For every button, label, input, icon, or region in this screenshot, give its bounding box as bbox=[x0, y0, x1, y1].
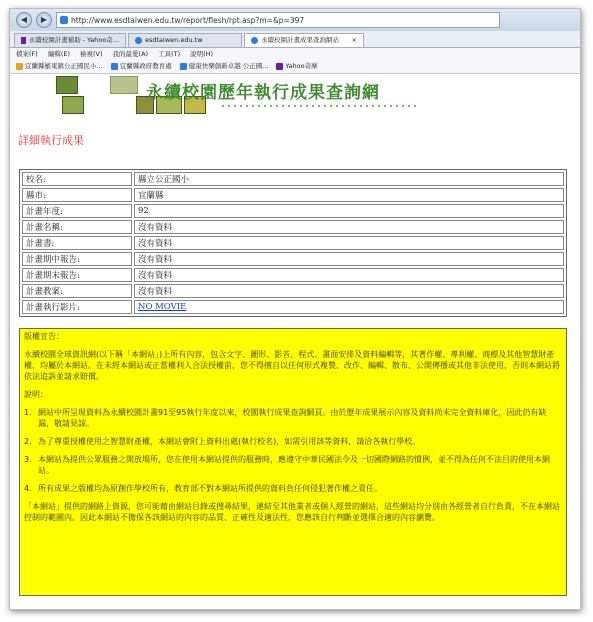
row-label: 計畫執行影片: bbox=[22, 300, 132, 314]
menu-bar bbox=[10, 48, 580, 60]
tab-label: 永續校園計畫補助 - Yahoo奇... bbox=[28, 36, 119, 44]
menu-view[interactable]: 檢視(V) bbox=[80, 50, 103, 58]
favorites-bar bbox=[10, 60, 580, 74]
notice-list bbox=[24, 407, 562, 494]
list-item bbox=[24, 454, 562, 476]
yahoo-icon bbox=[276, 63, 283, 70]
favorite-label: 宜蘭縣羅東鎮公正國民小... bbox=[25, 62, 103, 70]
notice-desc-label: 說明： bbox=[24, 390, 48, 399]
table-row bbox=[22, 284, 564, 298]
back-icon[interactable]: ◀ bbox=[16, 12, 32, 28]
menu-favorites[interactable]: 我的最愛(A) bbox=[112, 50, 149, 58]
menu-tools[interactable]: 工具(T) bbox=[158, 50, 181, 58]
favorite-item[interactable] bbox=[276, 60, 317, 73]
item-number: 4. bbox=[24, 484, 32, 493]
page-icon bbox=[111, 63, 118, 70]
notice-heading: 版權宣告： bbox=[24, 332, 64, 341]
tab-esdtaiwen[interactable] bbox=[128, 33, 242, 47]
notice-intro: 永續校園全球資訊網(以下稱「本網站」)上所有內容，包含文字、圖形、影音、程式、畫面安排及資料編輯等，其著作權、專利權、商標及其他智慧財產權，均屬於本網站。在未經本網站或正當權利人合法授權前，您不得擅自以任何形式複製、改作、編輯、散布、公開傳播或其他非法使用，否則本網站將依法追訴並請求賠償。 bbox=[24, 350, 560, 381]
dotted-line bbox=[220, 104, 420, 108]
table-row bbox=[22, 236, 564, 250]
movie-link[interactable]: NO MOVIE bbox=[138, 302, 187, 312]
item-number: 2. bbox=[24, 437, 32, 446]
item-text: 網站中所呈現資料為永續校園計畫91至95執行年度以來，校園執行成果查詢網頁。由於歷年成果展示內容及資料尚未完全資料庫化，因此仍有缺漏，敬請見諒。 bbox=[38, 408, 547, 428]
row-label: 校名: bbox=[22, 172, 132, 186]
table-row bbox=[22, 300, 564, 314]
row-value: 沒有資料 bbox=[134, 252, 564, 266]
item-number: 1. bbox=[24, 408, 32, 417]
row-value: 沒有資料 bbox=[134, 268, 564, 282]
star-icon bbox=[16, 63, 23, 70]
table-row bbox=[22, 188, 564, 202]
table-row bbox=[22, 172, 564, 186]
ie-icon bbox=[135, 37, 142, 44]
tab-active[interactable] bbox=[244, 33, 364, 47]
tab-label: 永續校園計畫成果查詢網站 bbox=[261, 36, 339, 44]
row-value: 宜蘭縣 bbox=[134, 188, 564, 202]
list-item bbox=[24, 407, 562, 429]
address-input[interactable] bbox=[56, 12, 500, 28]
favorite-item[interactable] bbox=[180, 60, 269, 73]
page-title: 詳細執行成果 bbox=[18, 134, 84, 147]
tab-strip bbox=[10, 31, 580, 48]
favorite-item[interactable] bbox=[16, 60, 103, 73]
menu-help[interactable]: 說明(H) bbox=[190, 50, 214, 58]
item-number: 3. bbox=[24, 455, 32, 464]
row-label: 計畫教案: bbox=[22, 284, 132, 298]
forward-icon[interactable]: ▶ bbox=[36, 12, 52, 28]
notice-footer: 「本網站」提供的網路上資源，您可能藉由網站目錄或搜尋結果，連結至其他業者或個人經營的網站，這些網站均分別由各經營者自行負責，不在本網站控制的範圍內。因此本網站不擔保各該網站的內容的品質、正確性及適法性，您應該自行判斷並選擇合適的內容瀏覽。 bbox=[24, 502, 560, 522]
table-row bbox=[22, 220, 564, 234]
copyright-notice bbox=[19, 328, 567, 596]
row-label: 縣市: bbox=[22, 188, 132, 202]
detail-table bbox=[19, 169, 567, 317]
menu-edit[interactable]: 編輯(E) bbox=[47, 50, 70, 58]
row-value bbox=[134, 300, 564, 314]
list-item bbox=[24, 483, 562, 494]
address-bar-row bbox=[10, 9, 580, 31]
page-icon bbox=[180, 63, 187, 70]
close-icon[interactable]: × bbox=[351, 36, 357, 44]
ie-icon bbox=[251, 37, 258, 44]
item-text: 為了尊重授權使用之智慧財產權，本網站會附上資料出處(執行校名)，如需引用該等資料，請洽各執行學校。 bbox=[38, 437, 421, 446]
row-label: 計畫年度: bbox=[22, 204, 132, 218]
browser-window bbox=[9, 8, 581, 610]
row-value: 縣立公正國小 bbox=[134, 172, 564, 186]
table-row bbox=[22, 268, 564, 282]
ie-icon bbox=[60, 16, 68, 24]
banner-title: 永續校園歷年執行成果查詢網 bbox=[146, 83, 380, 103]
site-banner bbox=[10, 74, 580, 126]
tab-label: esdtaiwen.edu.tw bbox=[145, 36, 203, 44]
row-value: 沒有資料 bbox=[134, 220, 564, 234]
favorite-item[interactable] bbox=[111, 60, 172, 73]
leaf-image bbox=[56, 76, 78, 94]
row-label: 計畫期中報告: bbox=[22, 252, 132, 266]
table-row bbox=[22, 252, 564, 266]
list-item bbox=[24, 436, 562, 447]
row-value: 沒有資料 bbox=[134, 284, 564, 298]
item-text: 所有成果之版權均為原創作學校所有，教育部不對本網站所提供的資料負任何侵犯著作權之責任。 bbox=[38, 484, 382, 493]
favorite-label: 健康快樂創新卓越 公正國... bbox=[188, 62, 269, 70]
row-value: 沒有資料 bbox=[134, 236, 564, 250]
row-label: 計畫書: bbox=[22, 236, 132, 250]
leaf-image bbox=[110, 76, 138, 94]
item-text: 本網站為提供公眾服務之開放場所，您在使用本網站提供的服務時，應遵守中華民國法令及一切國際網路的慣例，並不得為任何不法目的使用本網站。 bbox=[38, 455, 550, 475]
table-row bbox=[22, 204, 564, 218]
leaf-image bbox=[62, 96, 84, 114]
yahoo-icon bbox=[21, 37, 26, 44]
menu-file[interactable]: 檔案(F) bbox=[16, 50, 38, 58]
favorite-label: Yahoo奇摩 bbox=[285, 62, 318, 70]
row-label: 計畫名稱: bbox=[22, 220, 132, 234]
tab-yahoo[interactable] bbox=[14, 33, 126, 47]
favorite-label: 宜蘭縣政府教育處 bbox=[119, 62, 172, 70]
row-value: 92 bbox=[134, 204, 564, 218]
row-label: 計畫期末報告: bbox=[22, 268, 132, 282]
url-text: http://www.esdtaiwen.edu.tw/report/flesh/rpt.asp?m=&p=397 bbox=[71, 15, 305, 25]
